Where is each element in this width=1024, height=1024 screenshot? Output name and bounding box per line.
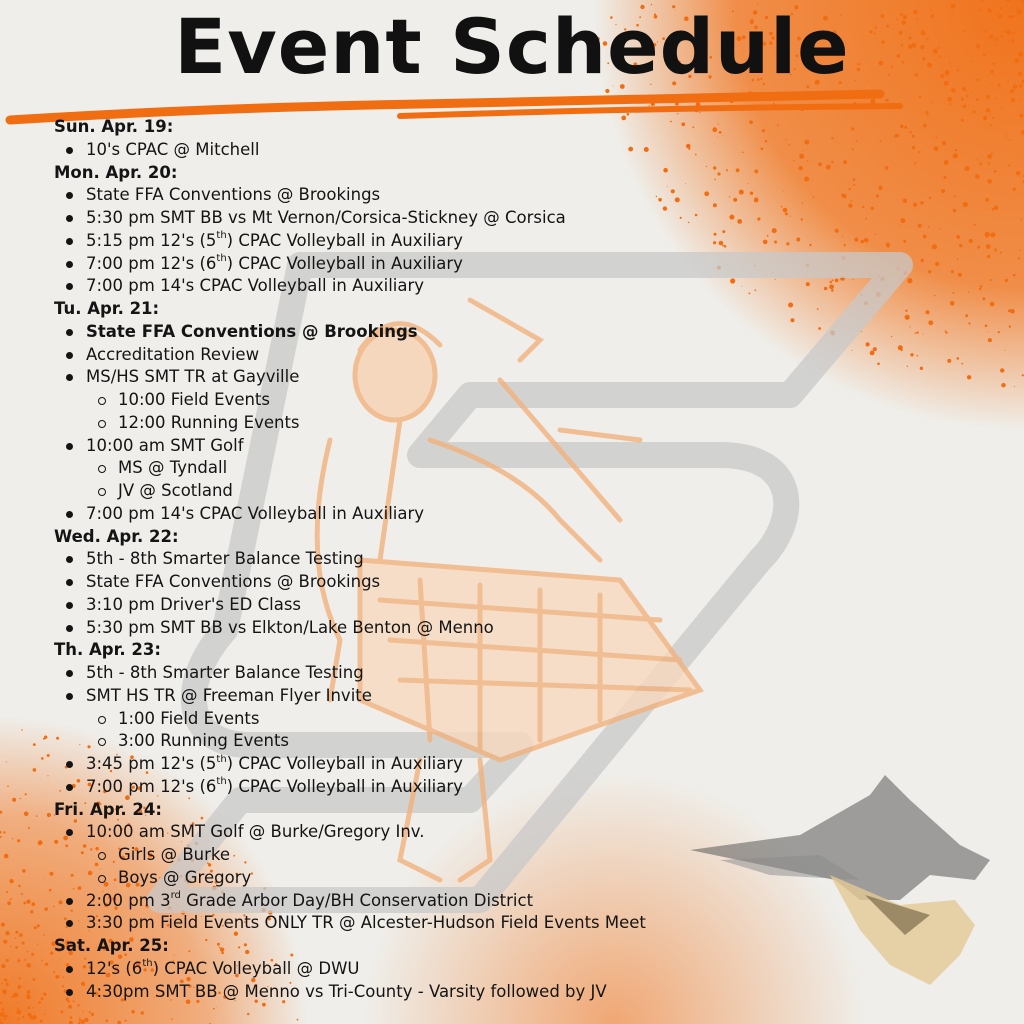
event-text: SMT HS TR @ Freeman Flyer Invite: [86, 685, 372, 705]
event-text: 4:30pm SMT BB @ Menno vs Tri-County - Varsity followed by JV: [86, 981, 607, 1001]
event-text: 2:00 pm 3: [86, 890, 171, 910]
event-text: 7:00 pm 14's CPAC Volleyball in Auxiliary: [86, 276, 425, 296]
bullet-icon: [66, 966, 73, 973]
sub-event-item: [54, 844, 954, 867]
hollow-bullet-icon: [98, 420, 106, 428]
event-item: [54, 617, 954, 640]
event-text: ) CPAC Volleyball in Auxiliary: [226, 253, 463, 273]
event-text: 7:00 pm 12's (6: [86, 253, 217, 273]
bullet-icon: [66, 579, 73, 586]
sub-event-item: [54, 480, 954, 503]
event-item: [54, 548, 954, 571]
bullet-icon: [66, 192, 73, 199]
bullet-icon: [66, 283, 73, 290]
event-text: 3:30 pm Field Events ONLY TR @ Alcester-Hudson Field Events Meet: [86, 913, 646, 933]
event-text: 12's (6: [86, 958, 143, 978]
event-item: [54, 253, 954, 276]
event-item: [54, 184, 954, 207]
bullet-icon: [66, 556, 73, 563]
event-item: [54, 139, 954, 162]
sub-event-text: Boys @ Gregory: [118, 867, 252, 887]
bullet-icon: [66, 989, 73, 996]
bullet-icon: [66, 761, 73, 768]
bullet-icon: [66, 215, 73, 222]
event-text: State FFA Conventions @ Brookings: [86, 321, 418, 341]
hollow-bullet-icon: [98, 852, 106, 860]
event-text: Grade Arbor Day/BH Conservation District: [180, 890, 534, 910]
event-item: [54, 230, 954, 253]
event-item: [54, 366, 954, 389]
event-item: [54, 912, 954, 935]
hollow-bullet-icon: [98, 465, 106, 473]
sub-event-item: [54, 867, 954, 890]
event-item: [54, 594, 954, 617]
bullet-icon: [66, 898, 73, 905]
event-item: [54, 662, 954, 685]
hollow-bullet-icon: [98, 488, 106, 496]
event-text: 7:00 pm 12's (6: [86, 776, 217, 796]
event-item: [54, 890, 954, 913]
sub-event-item: [54, 730, 954, 753]
event-item: [54, 981, 954, 1004]
day-heading: Sat. Apr. 25:: [54, 936, 169, 955]
hollow-bullet-icon: [98, 397, 106, 405]
bullet-icon: [66, 693, 73, 700]
event-text: 5:30 pm SMT BB vs Elkton/Lake Benton @ Menno: [86, 617, 494, 637]
event-item: [54, 344, 954, 367]
event-text: 10:00 am SMT Golf: [86, 435, 244, 455]
sub-event-item: [54, 412, 954, 435]
sub-event-item: [54, 457, 954, 480]
event-text: 7:00 pm 14's CPAC Volleyball in Auxiliary: [86, 503, 425, 523]
day-heading: Sun. Apr. 19:: [54, 117, 174, 136]
bullet-icon: [66, 261, 73, 268]
event-text: 5:30 pm SMT BB vs Mt Vernon/Corsica-Stickney @ Corsica: [86, 208, 566, 227]
day-heading: Mon. Apr. 20:: [54, 162, 178, 182]
sub-event-text: Girls @ Burke: [118, 845, 231, 864]
sub-event-text: MS @ Tyndall: [118, 458, 228, 478]
sub-event-item: [54, 389, 954, 412]
ordinal-suffix: th: [216, 253, 227, 264]
bullet-icon: [66, 625, 73, 632]
bullet-icon: [66, 829, 73, 836]
ordinal-suffix: th: [216, 776, 227, 788]
event-text: MS/HS SMT TR at Gayville: [86, 367, 300, 387]
event-text: 3:10 pm Driver's ED Class: [86, 594, 302, 614]
ordinal-suffix: rd: [170, 890, 181, 901]
event-item: [54, 503, 954, 526]
sub-event-text: JV @ Scotland: [118, 481, 233, 500]
event-text: 10:00 am SMT Golf @ Burke/Gregory Inv.: [86, 822, 425, 842]
bullet-icon: [66, 238, 73, 245]
sub-event-text: 3:00 Running Events: [118, 731, 290, 751]
ordinal-suffix: th: [216, 230, 227, 242]
bullet-icon: [66, 602, 73, 609]
event-text: State FFA Conventions @ Brookings: [86, 185, 381, 205]
event-item: [54, 571, 954, 594]
event-text: 5th - 8th Smarter Balance Testing: [86, 663, 364, 682]
day-heading: Wed. Apr. 22:: [54, 526, 179, 546]
event-item: [54, 275, 954, 298]
bullet-icon: [66, 147, 73, 154]
hollow-bullet-icon: [98, 716, 106, 724]
event-text: State FFA Conventions @ Brookings: [86, 572, 381, 591]
bullet-icon: [66, 329, 73, 336]
event-text: 5:15 pm 12's (5: [86, 230, 217, 250]
event-text: ) CPAC Volleyball in Auxiliary: [226, 754, 463, 773]
event-item: [54, 776, 954, 799]
event-schedule-list: [54, 116, 954, 1003]
sub-event-text: 12:00 Running Events: [118, 412, 300, 432]
bullet-icon: [66, 374, 73, 381]
event-text: Accreditation Review: [86, 344, 260, 364]
event-item: [54, 435, 954, 458]
hollow-bullet-icon: [98, 738, 106, 746]
event-text: 3:45 pm 12's (5: [86, 754, 217, 773]
sub-event-text: 1:00 Field Events: [118, 708, 260, 728]
event-item: [54, 685, 954, 708]
event-item: [54, 958, 954, 981]
page-title: Event Schedule: [174, 2, 850, 91]
day-heading: Th. Apr. 23:: [54, 640, 161, 660]
bullet-icon: [66, 352, 73, 359]
event-item: [54, 321, 954, 344]
bullet-icon: [66, 511, 73, 518]
sub-event-item: [54, 708, 954, 731]
ordinal-suffix: th: [142, 958, 153, 970]
ordinal-suffix: th: [216, 753, 227, 765]
event-text: 10's CPAC @ Mitchell: [86, 139, 260, 159]
event-item: [54, 753, 954, 776]
event-item: [54, 821, 954, 844]
bullet-icon: [66, 784, 73, 791]
event-text: 5th - 8th Smarter Balance Testing: [86, 549, 364, 569]
event-text: ) CPAC Volleyball in Auxiliary: [226, 776, 463, 796]
event-item: [54, 207, 954, 230]
day-heading: Fri. Apr. 24:: [54, 799, 162, 819]
bullet-icon: [66, 670, 73, 677]
day-heading: Tu. Apr. 21:: [54, 299, 160, 318]
bullet-icon: [66, 920, 73, 927]
event-text: ) CPAC Volleyball in Auxiliary: [226, 230, 463, 250]
bullet-icon: [66, 443, 73, 450]
hollow-bullet-icon: [98, 875, 106, 883]
event-text: ) CPAC Volleyball @ DWU: [152, 958, 360, 978]
sub-event-text: 10:00 Field Events: [118, 390, 270, 409]
